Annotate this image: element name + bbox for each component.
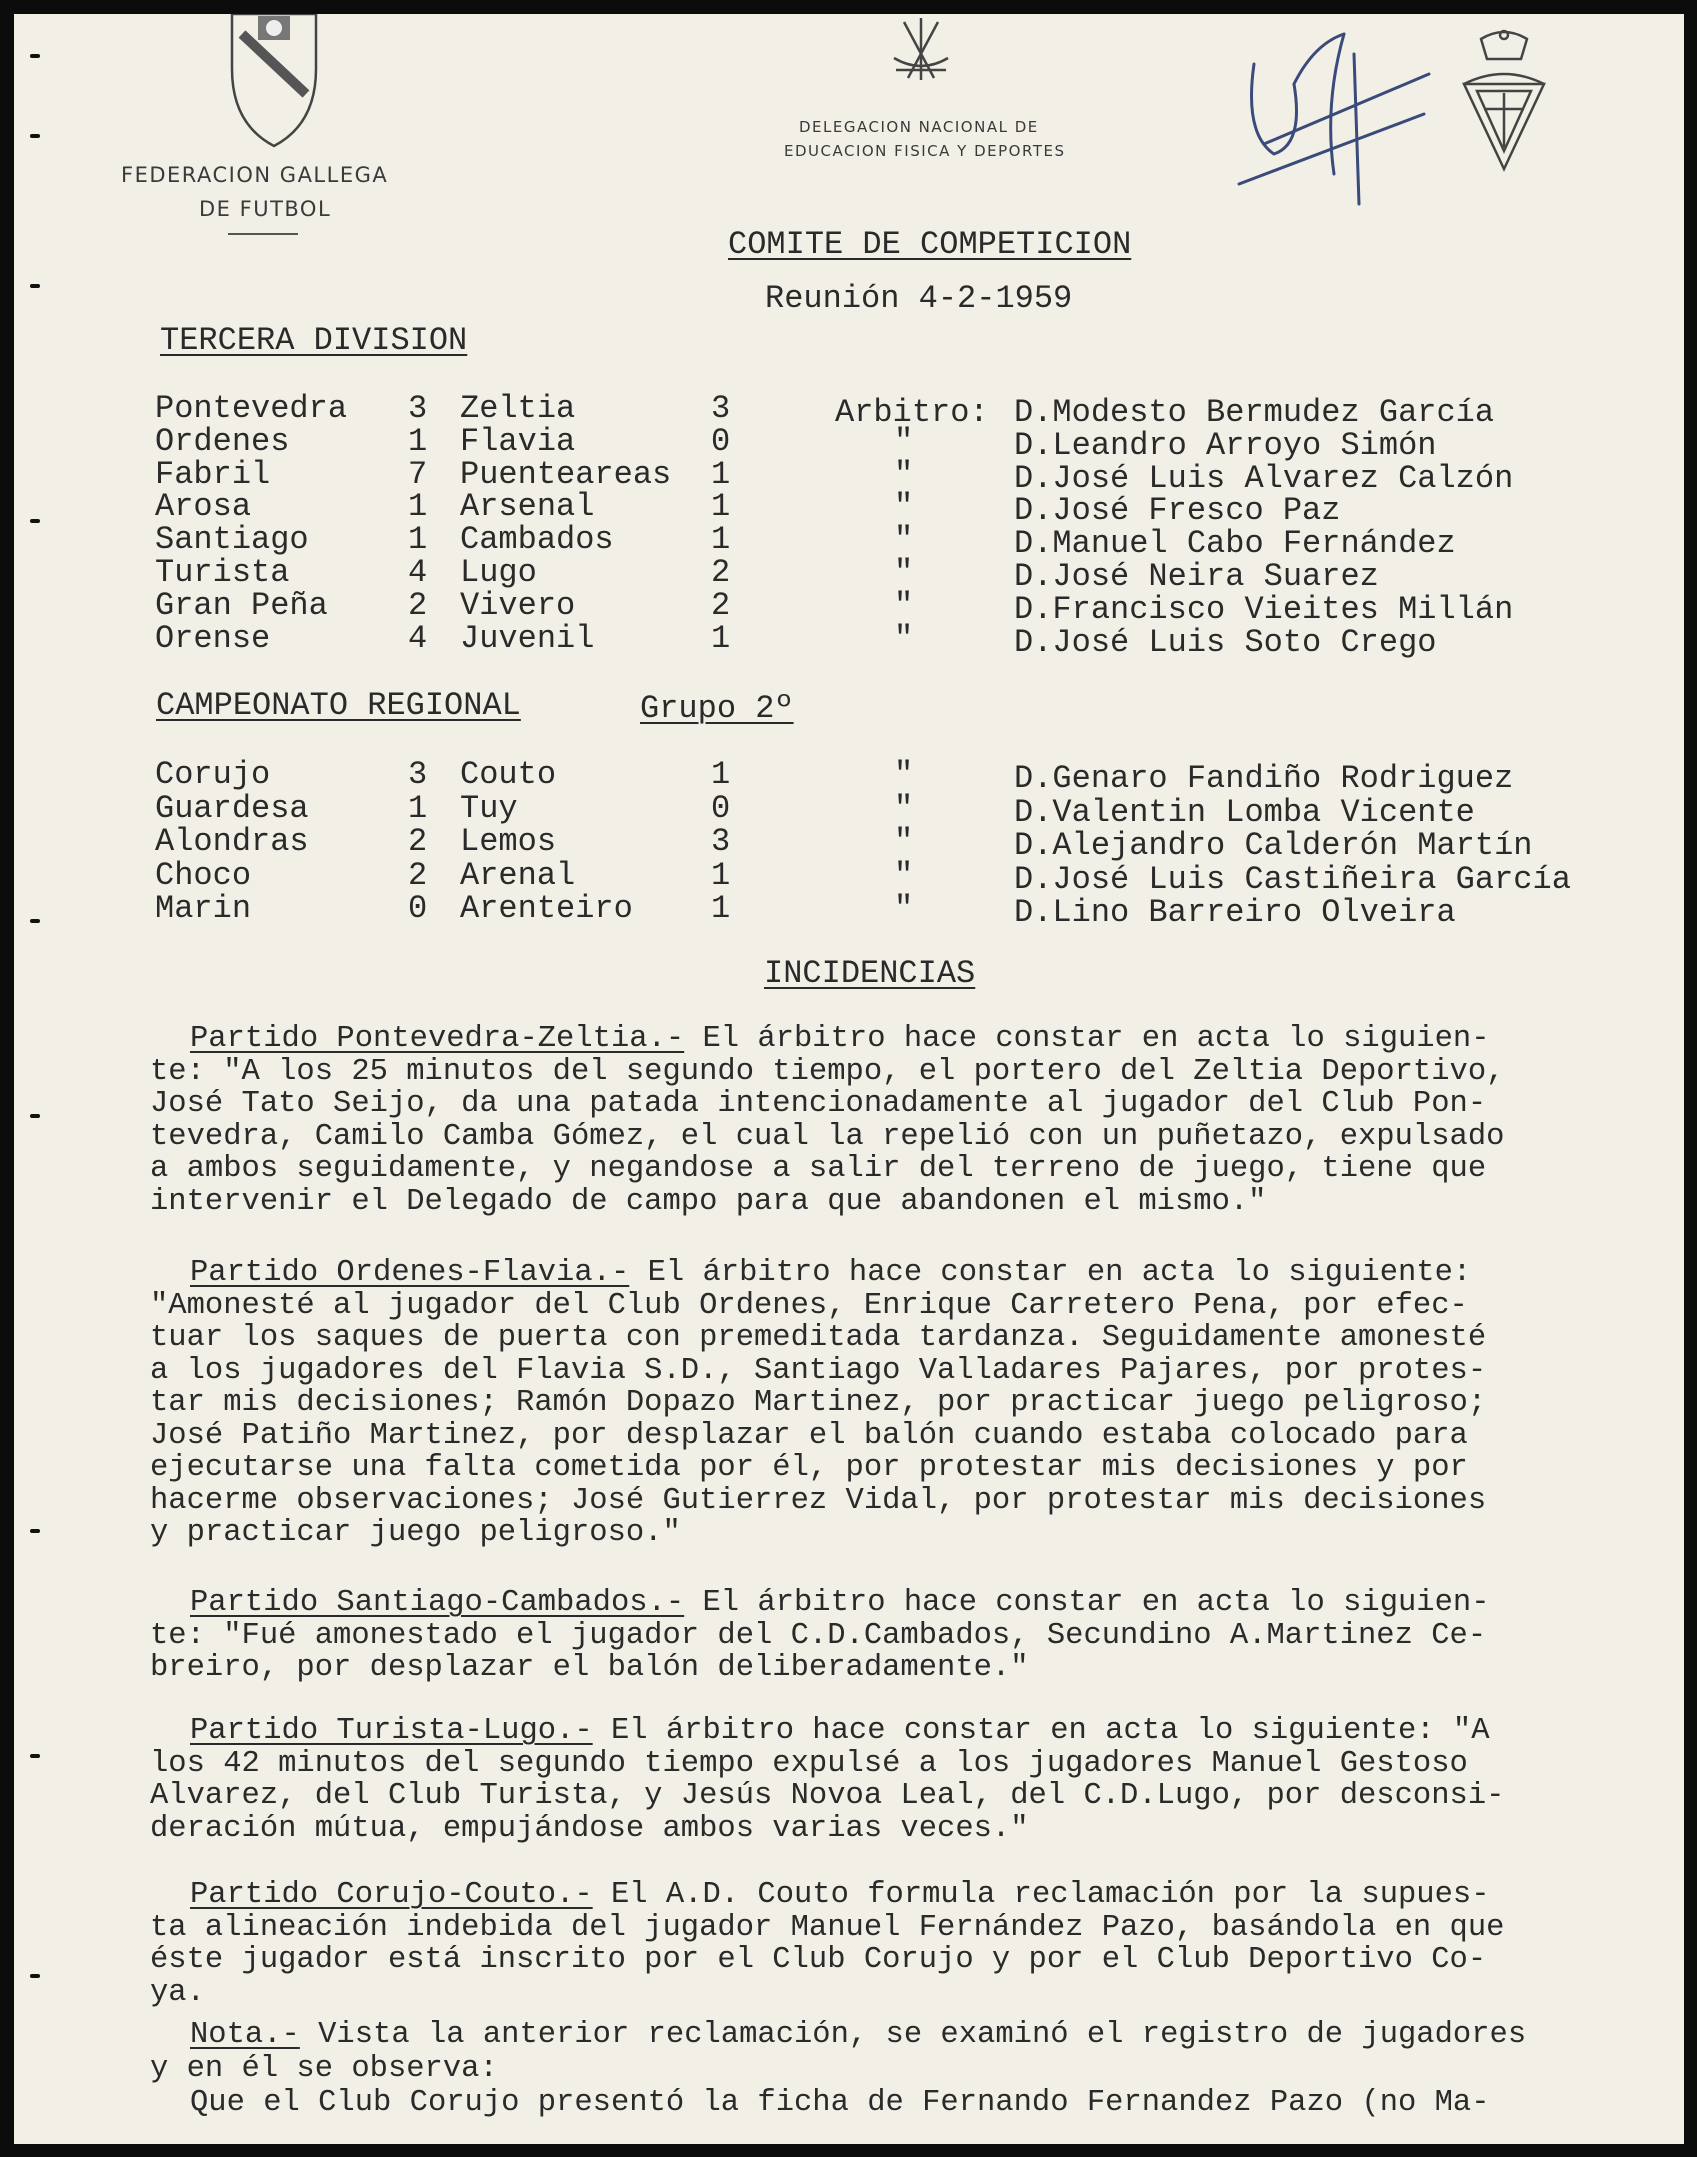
paragraph-line: tevedra, Camilo Camba Gómez, el cual la repelió con un puñetazo, expulsado bbox=[150, 1119, 1505, 1154]
away-team: Arenteiro bbox=[460, 890, 633, 927]
referee-name: D.Genaro Fandiño Rodriguez bbox=[1014, 760, 1514, 797]
paragraph-text: El árbitro hace constar en acta lo siguien- bbox=[684, 1022, 1490, 1056]
paragraph-line: ya. bbox=[150, 1975, 205, 2010]
away-score: 3 bbox=[711, 823, 731, 860]
home-team: Pontevedra bbox=[155, 390, 348, 427]
away-team: Lugo bbox=[460, 554, 537, 591]
paragraph-first-line bbox=[190, 1714, 1490, 1748]
away-team: Arenal bbox=[460, 856, 576, 894]
referee-label: Arbitro: bbox=[835, 394, 989, 431]
paragraph-line: a ambos seguidamente, y negandose a salir del terreno de juego, tiene que bbox=[150, 1152, 1487, 1186]
ditto-mark: " bbox=[894, 856, 914, 894]
home-team: Marin bbox=[155, 890, 252, 927]
delegation-name-line1: DELEGACION NACIONAL DE bbox=[799, 118, 1039, 136]
paragraph-line: "Amonesté al jugador del Club Ordenes, Enrique Carretero Pena, por efec- bbox=[150, 1288, 1468, 1323]
home-score: 1 bbox=[408, 789, 428, 827]
match-title: Partido Corujo-Couto.- bbox=[190, 1878, 593, 1912]
referee-name: D.Valentin Lomba Vicente bbox=[1014, 793, 1475, 831]
away-score: 1 bbox=[711, 756, 731, 793]
away-score: 1 bbox=[711, 455, 731, 493]
home-team: Choco bbox=[155, 856, 252, 894]
document-page bbox=[14, 14, 1684, 2144]
home-score: 0 bbox=[408, 890, 428, 927]
ditto-mark: " bbox=[894, 823, 914, 860]
referee-name: D.José Luis Castiñeira García bbox=[1014, 860, 1571, 898]
referee-name: D.Alejandro Calderón Martín bbox=[1014, 827, 1533, 864]
ditto-mark: " bbox=[894, 521, 914, 559]
ditto-mark: " bbox=[894, 488, 914, 526]
yoke-arrows-emblem bbox=[886, 14, 956, 86]
federation-name-line2: DE FUTBOL bbox=[199, 197, 332, 221]
paragraph-line: ta alineación indebida del jugador Manuel Fernández Pazo, basándola en que bbox=[150, 1910, 1505, 1945]
paragraph-line: ejecutarse una falta cometida por él, por protestar mis decisiones y por bbox=[150, 1451, 1468, 1485]
away-score: 1 bbox=[711, 521, 731, 559]
match-title: Partido Pontevedra-Zeltia.- bbox=[190, 1022, 685, 1056]
paragraph-text: El árbitro hace constar en acta lo siguiente: bbox=[629, 1256, 1472, 1290]
paragraph-first-line bbox=[190, 1878, 1490, 1912]
handwritten-signature bbox=[1234, 24, 1444, 224]
nota-first-line bbox=[190, 2018, 1526, 2052]
ditto-mark: " bbox=[894, 756, 914, 793]
home-score: 4 bbox=[408, 554, 428, 591]
paragraph-line: te: "Fué amonestado el jugador del C.D.Cambados, Secundino A.Martinez Ce- bbox=[150, 1618, 1487, 1653]
paragraph-line: Alvarez, del Club Turista, y Jesús Novoa Leal, del C.D.Lugo, por desconsi- bbox=[150, 1779, 1505, 1813]
away-team: Vivero bbox=[460, 586, 576, 624]
incidencias-heading: INCIDENCIAS bbox=[764, 955, 976, 992]
paragraph-line: tar mis decisiones; Ramón Dopazo Martinez, por practicar juego peligroso; bbox=[150, 1386, 1487, 1420]
home-team: Corujo bbox=[155, 756, 271, 793]
home-team: Santiago bbox=[155, 521, 309, 559]
match-title: Partido Santiago-Cambados.- bbox=[190, 1586, 685, 1620]
referee-name: D.Manuel Cabo Fernández bbox=[1014, 525, 1456, 563]
paragraph-line: éste jugador está inscrito por el Club Corujo y por el Club Deportivo Co- bbox=[150, 1943, 1487, 1977]
nota-title: Nota.- bbox=[190, 2018, 300, 2052]
referee-name: D.José Neira Suarez bbox=[1014, 558, 1379, 595]
ditto-mark: " bbox=[894, 619, 914, 657]
ditto-mark: " bbox=[894, 422, 914, 460]
home-team: Gran Peña bbox=[155, 586, 328, 624]
paragraph-first-line bbox=[190, 1256, 1471, 1290]
ditto-mark: " bbox=[894, 789, 914, 827]
away-team: Juvenil bbox=[460, 619, 595, 657]
home-team: Guardesa bbox=[155, 789, 309, 827]
away-score: 1 bbox=[711, 488, 731, 526]
paragraph-text: El árbitro hace constar en acta lo siguien- bbox=[684, 1586, 1490, 1620]
away-score: 2 bbox=[711, 586, 731, 624]
home-score: 1 bbox=[408, 422, 428, 460]
federation-name-line1: FEDERACION GALLEGA bbox=[121, 163, 389, 187]
away-team: Zeltia bbox=[460, 390, 576, 427]
paragraph-line: a los jugadores del Flavia S.D., Santiago Valladares Pajares, por protes- bbox=[150, 1353, 1487, 1388]
home-score: 1 bbox=[408, 488, 428, 526]
paragraph-text: El A.D. Couto formula reclamación por la supues- bbox=[592, 1878, 1490, 1912]
home-score: 2 bbox=[408, 823, 428, 860]
home-team: Fabril bbox=[155, 455, 271, 493]
ditto-mark: " bbox=[894, 455, 914, 493]
regional-heading: CAMPEONATO REGIONAL bbox=[156, 687, 521, 724]
away-score: 3 bbox=[711, 390, 731, 427]
paragraph-text: El árbitro hace constar en acta lo siguiente: "A bbox=[592, 1714, 1490, 1748]
away-team: Cambados bbox=[460, 521, 614, 559]
home-team: Ordenes bbox=[155, 422, 290, 460]
away-score: 0 bbox=[711, 789, 731, 827]
ditto-mark: " bbox=[894, 586, 914, 624]
paragraph-line: José Patiño Martinez, por desplazar el balón cuando estaba colocado para bbox=[150, 1418, 1468, 1453]
paragraph-line: los 42 minutos del segundo tiempo expulsé a los jugadores Manuel Gestoso bbox=[150, 1746, 1468, 1781]
referee-name: D.Lino Barreiro Olveira bbox=[1014, 894, 1456, 931]
home-score: 2 bbox=[408, 856, 428, 894]
away-score: 0 bbox=[711, 422, 731, 460]
away-team: Lemos bbox=[460, 823, 557, 860]
paragraph-first-line bbox=[190, 1022, 1490, 1056]
nota-line: Que el Club Corujo presentó la ficha de Fernando Fernandez Pazo (no Ma- bbox=[190, 2086, 1490, 2120]
away-score: 1 bbox=[711, 619, 731, 657]
nota-text: Vista la anterior reclamación, se examinó el registro de jugadores bbox=[299, 2018, 1527, 2052]
home-team: Arosa bbox=[155, 488, 252, 526]
away-score: 1 bbox=[711, 890, 731, 927]
paragraph-line: intervenir el Delegado de campo para que abandonen el mismo." bbox=[150, 1184, 1267, 1219]
federation-shield-emblem bbox=[224, 14, 324, 149]
home-team: Turista bbox=[155, 554, 290, 591]
paragraph-first-line bbox=[190, 1586, 1490, 1620]
away-team: Puenteareas bbox=[460, 455, 672, 493]
home-score: 4 bbox=[408, 619, 428, 657]
paragraph-line: tuar los saques de puerta con premeditada tardanza. Seguidamente amonesté bbox=[150, 1321, 1487, 1355]
home-score: 7 bbox=[408, 455, 428, 493]
home-team: Orense bbox=[155, 619, 271, 657]
referee-name: D.José Luis Soto Crego bbox=[1014, 623, 1437, 661]
paragraph-line: breiro, por desplazar el balón deliberadamente." bbox=[150, 1651, 1029, 1685]
ditto-mark: " bbox=[894, 890, 914, 927]
paragraph-line: y practicar juego peligroso." bbox=[150, 1516, 681, 1550]
referee-name: D.Modesto Bermudez García bbox=[1014, 394, 1495, 431]
committee-title: COMITE DE COMPETICION bbox=[728, 226, 1132, 263]
meeting-date: Reunión 4-2-1959 bbox=[765, 280, 1073, 317]
paragraph-line: José Tato Seijo, da una patada intencionadamente al jugador del Club Pon- bbox=[150, 1087, 1487, 1121]
away-team: Couto bbox=[460, 756, 557, 793]
regional-group: Grupo 2º bbox=[640, 690, 794, 727]
rfef-crest-emblem bbox=[1459, 29, 1549, 179]
home-score: 2 bbox=[408, 586, 428, 624]
away-score: 1 bbox=[711, 856, 731, 894]
match-title: Partido Ordenes-Flavia.- bbox=[190, 1256, 630, 1290]
home-score: 3 bbox=[408, 756, 428, 793]
tercera-division-heading: TERCERA DIVISION bbox=[160, 322, 468, 359]
away-team: Tuy bbox=[460, 789, 518, 827]
match-title: Partido Turista-Lugo.- bbox=[190, 1714, 593, 1748]
home-score: 1 bbox=[408, 521, 428, 559]
ditto-mark: " bbox=[894, 554, 914, 591]
paragraph-line: hacerme observaciones; José Gutierrez Vidal, por protestar mis decisiones bbox=[150, 1483, 1487, 1518]
referee-name: D.José Luis Alvarez Calzón bbox=[1014, 459, 1514, 497]
away-score: 2 bbox=[711, 554, 731, 591]
paragraph-line: deración mútua, empujándose ambos varias veces." bbox=[150, 1811, 1029, 1846]
nota-line: y en él se observa: bbox=[150, 2052, 498, 2086]
home-score: 3 bbox=[408, 390, 428, 427]
away-team: Flavia bbox=[460, 422, 576, 460]
home-team: Alondras bbox=[155, 823, 309, 860]
delegation-name-line2: EDUCACION FISICA Y DEPORTES bbox=[784, 142, 1066, 160]
referee-name: D.Francisco Vieites Millán bbox=[1014, 590, 1514, 628]
referee-name: D.Leandro Arroyo Simón bbox=[1014, 426, 1437, 464]
away-team: Arsenal bbox=[460, 488, 595, 526]
referee-name: D.José Fresco Paz bbox=[1014, 492, 1341, 530]
paragraph-line: te: "A los 25 minutos del segundo tiempo, el portero del Zeltia Deportivo, bbox=[150, 1054, 1505, 1089]
